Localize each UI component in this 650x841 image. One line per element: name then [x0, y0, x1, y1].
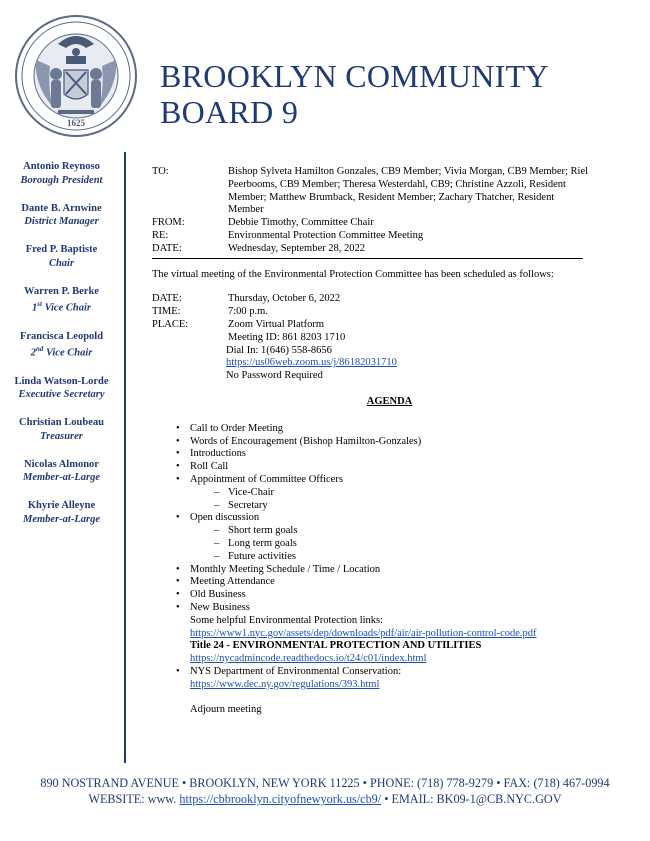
list-item-text: Meeting Attendance: [190, 576, 275, 588]
agenda-list: [152, 423, 592, 692]
officer-role: Borough President: [20, 174, 103, 186]
bullet-icon: •: [176, 665, 180, 677]
list-item-text: Roll Call: [190, 461, 229, 473]
password-note: No Password Required: [226, 370, 323, 382]
meeting-date-label: DATE:: [152, 293, 182, 305]
bullet-icon: •: [176, 422, 180, 434]
footer-email: • EMAIL: BK09-1@CB.NYC.GOV: [381, 792, 562, 806]
memo-date-label: DATE:: [152, 242, 182, 254]
sub-list-item: [176, 538, 592, 551]
sub-list-item: [176, 487, 592, 500]
dash-icon: –: [214, 550, 220, 562]
dial-in: Dial In: 1(646) 558-8656: [226, 344, 332, 356]
intro-text: The virtual meeting of the Environmental Protection Committee has been scheduled as follows:: [152, 268, 554, 280]
officer-item: [0, 202, 123, 229]
officer-name: Antonio Reynoso: [23, 161, 100, 172]
officer-name: Khyrie Alleyne: [27, 500, 96, 511]
officer-role: 1st Vice Chair: [32, 300, 91, 314]
dash-icon: –: [214, 525, 220, 537]
dec-regulations-link[interactable]: https://www.dec.ny.gov/regulations/393.html: [190, 678, 380, 690]
memo-from-value: Debbie Timothy, Committee Chair: [228, 217, 374, 229]
list-item-text: New Business: [190, 601, 250, 613]
sub-item-text: Secretary: [228, 499, 268, 511]
bullet-icon: •: [176, 589, 180, 601]
list-item: [176, 448, 592, 461]
sub-item-text: Vice-Chair: [228, 486, 275, 498]
sub-item-text: Future activities: [228, 550, 296, 562]
dash-icon: –: [214, 486, 220, 498]
bullet-icon: •: [176, 576, 180, 588]
dash-icon: –: [214, 499, 220, 511]
officer-role: Treasurer: [40, 430, 83, 442]
bullet-icon: •: [176, 473, 180, 485]
meeting-time-label: TIME:: [152, 306, 181, 318]
officer-name: Linda Watson-Lorde: [14, 375, 109, 387]
meeting-time-row: [152, 306, 592, 319]
title24-heading: Title 24 - ENVIRONMENTAL PROTECTION AND UTILITIES: [190, 640, 482, 652]
memo-from-row: [152, 217, 592, 230]
memo-body: [152, 166, 592, 717]
sidebar-divider: [124, 152, 126, 763]
meeting-date-row: [152, 293, 592, 306]
dash-icon: –: [214, 537, 220, 549]
list-item: [176, 666, 592, 679]
memo-from-label: FROM:: [152, 217, 185, 229]
officer-item: [0, 285, 123, 316]
officer-name: Francisca Leopold: [19, 330, 104, 342]
sub-list-item: [176, 525, 592, 538]
bullet-icon: •: [176, 461, 180, 473]
memo-to-label: TO:: [152, 166, 169, 177]
officer-item: [0, 416, 123, 443]
title-line-1: BROOKLYN COMMUNITY: [160, 58, 549, 94]
meeting-place-value: Zoom Virtual Platform: [228, 318, 324, 330]
list-item: [176, 436, 592, 449]
agenda-title: AGENDA: [366, 395, 413, 407]
list-item: [176, 589, 592, 602]
officer-sidebar: [0, 160, 123, 541]
officer-item: [0, 499, 123, 526]
website-prefix: WEBSITE: www.: [88, 792, 180, 806]
footer-contact: [0, 791, 650, 807]
footer: [0, 775, 650, 807]
bullet-icon: •: [176, 601, 180, 613]
seal-year: 1625: [67, 118, 85, 128]
officer-name: Christian Loubeau: [19, 417, 104, 428]
list-item-text: Old Business: [190, 589, 246, 601]
sub-list-item: [176, 500, 592, 513]
meeting-id: Meeting ID: 861 8203 1710: [228, 331, 346, 343]
sub-item-text: Long term goals: [228, 537, 297, 549]
list-item: [176, 576, 592, 589]
list-item-text: Open discussion: [190, 512, 260, 524]
officer-name: Fred P. Baptiste: [25, 244, 98, 255]
list-item-text: Call to Order Meeting: [190, 422, 284, 434]
memo-to-value: Bishop Sylveta Hamilton Gonzales, CB9 Member; Vivia Morgan, CB9 Member; Riel Peerbooms, CB9 Member; Theresa Westerdahl, CB9; Christine Azzoli, Resident Member; Matthew Brumback, Resident Member; Zachary Thatcher, Resident Member: [228, 166, 589, 216]
officer-item: [0, 458, 123, 485]
sub-item-text: Short term goals: [228, 525, 298, 537]
bullet-icon: •: [176, 512, 180, 524]
officer-item: [0, 330, 123, 361]
list-item: [176, 423, 592, 436]
title-line-2: BOARD 9: [160, 94, 299, 130]
list-item: [176, 602, 592, 615]
officer-role: Chair: [48, 257, 75, 269]
bullet-icon: •: [176, 563, 180, 575]
memo-to-row: [152, 166, 592, 217]
meeting-place-label: PLACE:: [152, 318, 189, 330]
list-item-text: Monthly Meeting Schedule / Time / Location: [190, 563, 381, 575]
list-item-text: Words of Encouragement (Bishop Hamilton-Gonzales): [190, 435, 422, 447]
nyc-seal-icon: [14, 14, 138, 138]
air-code-link[interactable]: https://www1.nyc.gov/assets/dep/downloads/pdf/air/air-pollution-control-code.pdf: [190, 627, 537, 639]
officer-item: [0, 375, 123, 402]
sub-list-item: [176, 551, 592, 564]
list-item: [176, 512, 592, 525]
footer-address: 890 NOSTRAND AVENUE • BROOKLYN, NEW YORK 11225 • PHONE: (718) 778-9279 • FAX: (718) 467-0994: [40, 776, 610, 790]
officer-role: District Manager: [24, 216, 99, 227]
meeting-time-value: 7:00 p.m.: [228, 306, 268, 318]
list-item-text: Appointment of Committee Officers: [190, 473, 343, 485]
list-item: [176, 474, 592, 487]
officer-role: Executive Secretary: [18, 389, 105, 400]
officer-name: Dante B. Arnwine: [21, 202, 102, 214]
list-item: [176, 564, 592, 577]
memo-re-value: Environmental Protection Committee Meeting: [228, 229, 424, 241]
meeting-place-row: [152, 319, 592, 332]
admin-code-link[interactable]: https://nycadmincode.readthedocs.io/t24/c01/index.html: [190, 653, 427, 665]
zoom-link[interactable]: https://us06web.zoom.us/j/86182031710: [226, 357, 397, 369]
officer-role: Member-at-Large: [23, 472, 100, 483]
memo-date-row: [152, 243, 592, 256]
officer-item: [0, 243, 123, 270]
list-item: [176, 461, 592, 474]
officer-item: [0, 160, 123, 187]
website-link[interactable]: https://cbbrooklyn.cityofnewyork.us/cb9/: [179, 792, 382, 806]
bullet-icon: •: [176, 435, 180, 447]
memo-date-value: Wednesday, September 28, 2022: [228, 242, 365, 254]
bullet-icon: •: [176, 448, 180, 460]
new-business-note: Some helpful Environmental Protection links:: [190, 614, 384, 626]
memo-re-label: RE:: [152, 229, 169, 241]
header-rule: [152, 258, 583, 259]
officer-name: Warren P. Berke: [24, 285, 99, 297]
officer-name: Nicolas Almonor: [24, 458, 99, 470]
adjourn-text: Adjourn meeting: [190, 704, 262, 716]
memo-re-row: [152, 230, 592, 243]
list-item-text: Introductions: [190, 448, 246, 460]
officer-role: 2nd Vice Chair: [30, 345, 93, 359]
page-title: [160, 58, 549, 130]
list-item-text: NYS Department of Environmental Conservation:: [190, 665, 402, 677]
officer-role: Member-at-Large: [23, 513, 100, 525]
meeting-date-value: Thursday, October 6, 2022: [228, 293, 341, 305]
